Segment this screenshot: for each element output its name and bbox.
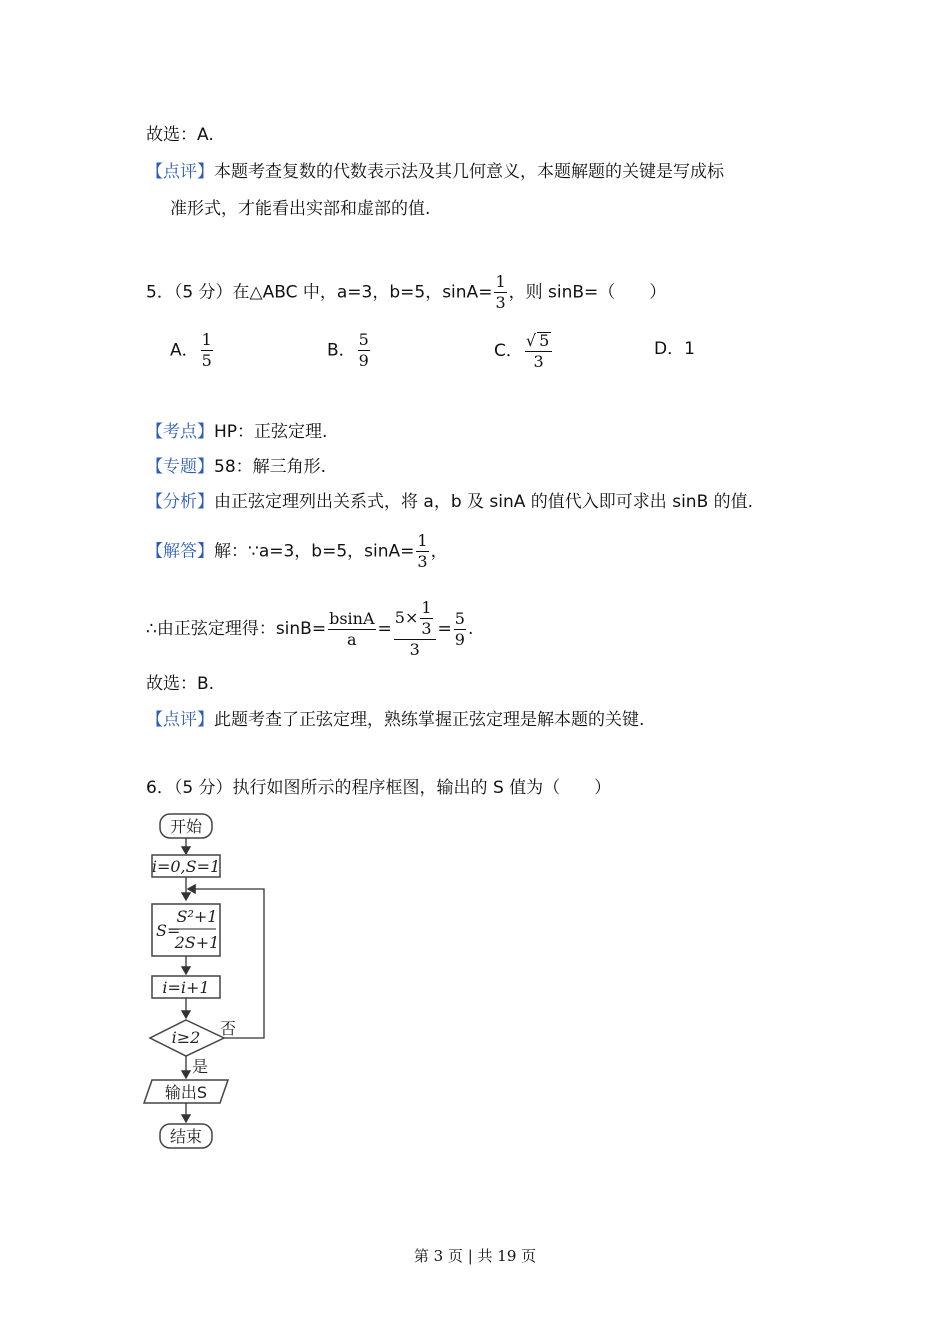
q5-option-a[interactable]: A． $\frac{1}{5}$: [170, 330, 212, 370]
q6-stem: 6．（5 分）执行如图所示的程序框图，输出的 S 值为（ ）: [146, 778, 612, 798]
q5-stem-text: 5．（5 分）在△ABC 中，a=3，b=5，sinA=: [146, 282, 493, 303]
q5-stem: [146, 274, 666, 311]
flow-decision-label: i≥2: [171, 1028, 201, 1047]
flow-assign-den: 2S+1: [174, 933, 220, 952]
flow-assign-num: S²+1: [176, 907, 218, 926]
q5-fenxi: 【分析】由正弦定理列出关系式，将 a，b 及 sinA 的值代入即可求出 sinB 的值.: [146, 492, 754, 512]
prev-answer: 故选：A.: [146, 125, 214, 145]
flow-start-label: 开始: [169, 817, 203, 836]
q5-stem-fraction: $\frac{1}{3}$: [495, 272, 506, 312]
q5-option-d[interactable]: D．1: [654, 339, 695, 359]
q5-zhuanti: 【专题】58：解三角形.: [146, 457, 327, 477]
flow-end-label: 结束: [169, 1127, 203, 1146]
q5-comment: 【点评】此题考查了正弦定理，熟练掌握正弦定理是解本题的关键.: [146, 710, 645, 730]
flow-init-label: i=0,S=1: [151, 857, 221, 876]
flow-output-label: 输出S: [164, 1083, 208, 1102]
flowchart: [140, 810, 280, 1155]
flow-yes-label: 是: [192, 1057, 209, 1076]
prev-comment-cont: 准形式，才能看出实部和虚部的值.: [170, 199, 431, 219]
prev-comment: [146, 160, 724, 184]
q5-option-b[interactable]: B． $\frac{5}{9}$: [327, 330, 369, 370]
q5-stem-tail: ，则 sinB=（ ）: [508, 282, 667, 303]
flow-no-label: 否: [220, 1019, 237, 1038]
page-footer: 第 3 页 | 共 19 页: [413, 1247, 537, 1265]
flow-incr-label: i=i+1: [162, 978, 210, 997]
q5-jieda: 【解答】解：∵a=3，b=5，sinA= $\frac{1}{3}$ ，: [146, 531, 448, 571]
q5-answer: 故选：B.: [146, 674, 215, 694]
q5-option-c[interactable]: C． $\frac{√ 5}{3}$: [494, 332, 554, 370]
flow-assign-lhs: S=: [156, 921, 181, 940]
comment-tag: 【点评】: [146, 162, 214, 182]
q5-therefore: ∴由正弦定理得：sinB= $\frac{bsinA}{a}$ = 5× $\frac{1}{3}$ 3 = $\frac{5}{9}$ .: [146, 598, 474, 659]
comment-text: 本题考查复数的代数表示法及其几何意义，本题解题的关键是写成标: [214, 162, 724, 182]
q5-kaodian: 【考点】HP：正弦定理.: [146, 422, 328, 442]
